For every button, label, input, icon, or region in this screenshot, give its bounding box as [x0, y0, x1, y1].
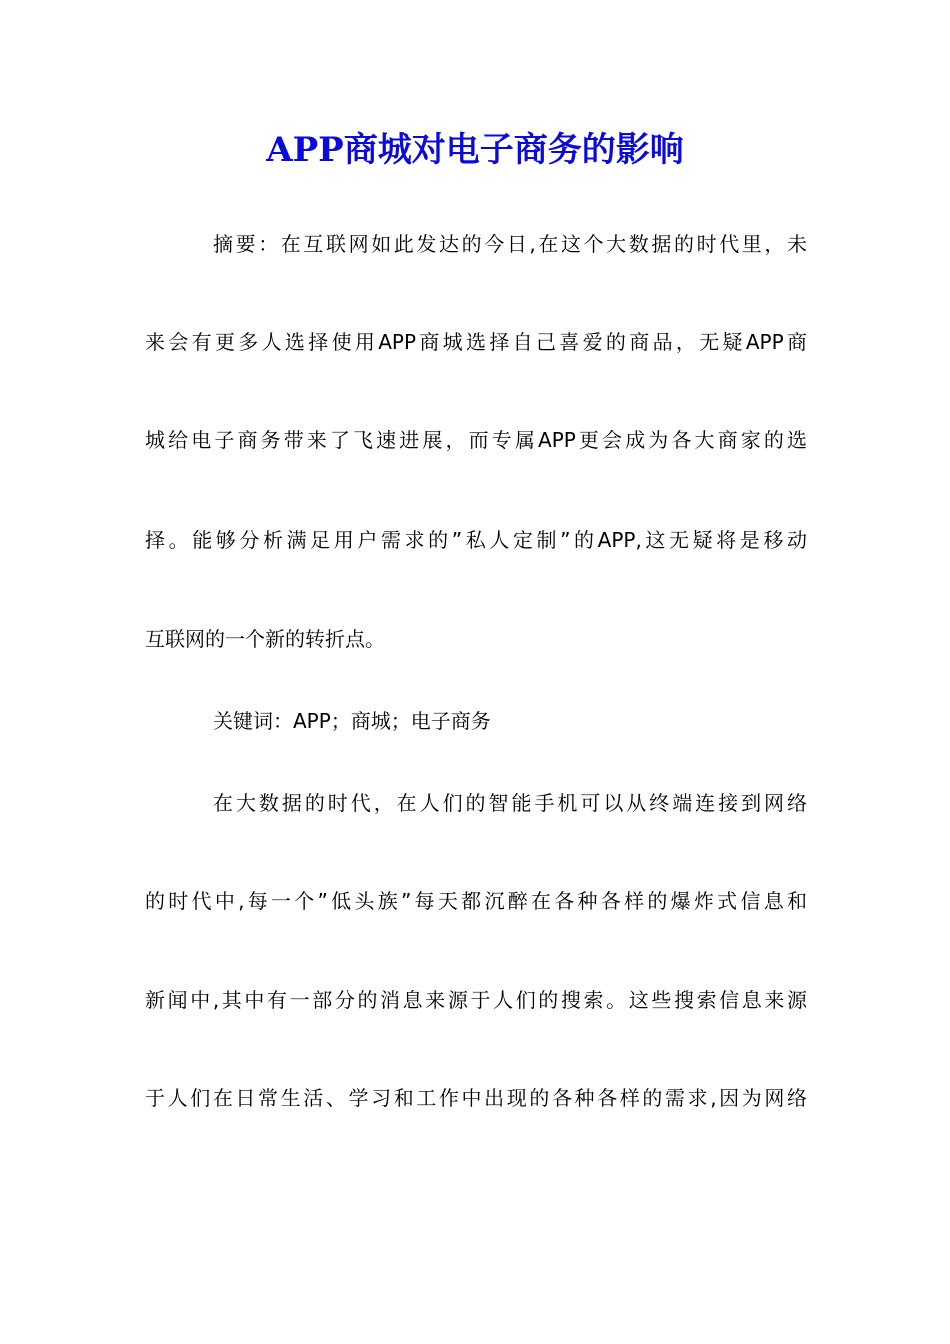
abstract-line: 择。能够分析满足用户需求的”私人定制”的APP,这无疑将是移动 — [145, 528, 807, 552]
abstract-line: 来会有更多人选择使用APP商城选择自己喜爱的商品，无疑APP商 — [145, 330, 807, 354]
document-title: APP商城对电子商务的影响 — [266, 130, 684, 170]
body-line: 在大数据的时代，在人们的智能手机可以从终端连接到网络 — [213, 791, 807, 815]
body-line: 新闻中,其中有一部分的消息来源于人们的搜索。这些搜索信息来源 — [145, 988, 807, 1012]
body-line: 的时代中,每一个”低头族”每天都沉醉在各种各样的爆炸式信息和 — [145, 889, 807, 913]
abstract-line: 城给电子商务带来了飞速进展，而专属APP更会成为各大商家的选 — [145, 428, 807, 452]
abstract-line: 摘要：在互联网如此发达的今日,在这个大数据的时代里，未 — [213, 232, 807, 256]
body-line: 于人们在日常生活、学习和工作中出现的各种各样的需求,因为网络 — [145, 1086, 807, 1110]
keywords-line: 关键词：APP；商城；电子商务 — [213, 709, 491, 733]
abstract-line: 互联网的一个新的转折点。 — [145, 627, 385, 651]
